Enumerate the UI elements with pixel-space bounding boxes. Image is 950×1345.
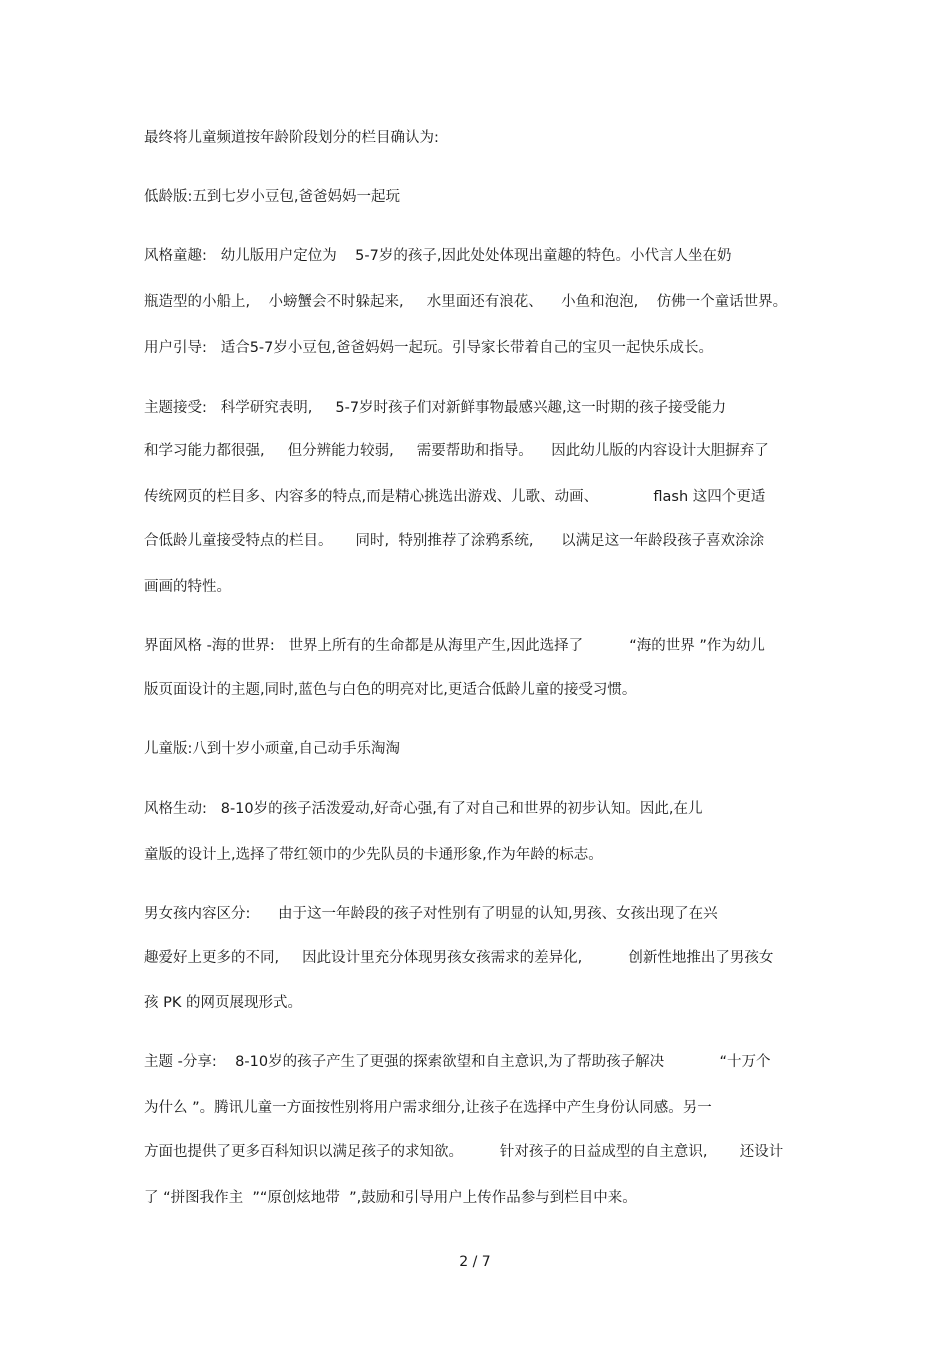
text-line: 孩 PK 的网页展现形式。 — [144, 995, 302, 1011]
text-line: 和学习能力都很强, 但分辨能力较弱, 需要帮助和指导。 因此幼儿版的内容设计大胆摒弃了 — [144, 443, 769, 459]
text-line: 方面也提供了更多百科知识以满足孩子的求知欲。 针对孩子的日益成型的自主意识, 还设计 — [144, 1144, 784, 1160]
section-heading-child: 儿童版:八到十岁小顽童,自己动手乐淘淘 — [144, 741, 400, 757]
text-line: 主题接受: 科学研究表明, 5-7岁时孩子们对新鲜事物最感兴趣,这一时期的孩子接受能力 — [144, 400, 727, 416]
text-line: 界面风格 -海的世界: 世界上所有的生命都是从海里产生,因此选择了 “海的世界 ”作为幼儿 — [144, 638, 765, 654]
text-line: 用户引导: 适合5-7岁小豆包,爸爸妈妈一起玩。引导家长带着自己的宝贝一起快乐成长。 — [144, 340, 714, 356]
text-line: 主题 -分享: 8-10岁的孩子产生了更强的探索欲望和自主意识,为了帮助孩子解决 “十万个 — [144, 1054, 771, 1070]
text-line: 合低龄儿童接受特点的栏目。 同时, 特别推荐了涂鸦系统, 以满足这一年龄段孩子喜欢涂涂 — [144, 533, 765, 549]
text-line: 童版的设计上,选择了带红领巾的少先队员的卡通形象,作为年龄的标志。 — [144, 847, 603, 863]
text-line: 最终将儿童频道按年龄阶段划分的栏目确认为: — [144, 130, 439, 146]
text-line: 趣爱好上更多的不同, 因此设计里充分体现男孩女孩需求的差异化, 创新性地推出了男孩女 — [144, 950, 774, 966]
text-line: 男女孩内容区分: 由于这一年龄段的孩子对性别有了明显的认知,男孩、女孩出现了在兴 — [144, 906, 718, 922]
text-line: 风格童趣: 幼儿版用户定位为 5-7岁的孩子,因此处处体现出童趣的特色。小代言人坐在奶 — [144, 248, 732, 264]
text-line: 瓶造型的小船上, 小螃蟹会不时躲起来, 水里面还有浪花、 小鱼和泡泡, 仿佛一个童话世界。 — [144, 294, 788, 310]
text-line: 版页面设计的主题,同时,蓝色与白色的明亮对比,更适合低龄儿童的接受习惯。 — [144, 682, 637, 698]
text-line: 传统网页的栏目多、内容多的特点,而是精心挑选出游戏、儿歌、动画、 flash 这四个更适 — [144, 489, 766, 505]
text-line: 画画的特性。 — [144, 579, 231, 595]
text-line: 了 “拼图我作主 ”“原创炫地带 ”,鼓励和引导用户上传作品参与到栏目中来。 — [144, 1190, 637, 1206]
text-line: 为什么 ”。腾讯儿童一方面按性别将用户需求细分,让孩子在选择中产生身份认同感。另一 — [144, 1100, 712, 1116]
page-number: 2 / 7 — [459, 1254, 491, 1270]
section-heading-low-age: 低龄版:五到七岁小豆包,爸爸妈妈一起玩 — [144, 189, 400, 205]
text-line: 风格生动: 8-10岁的孩子活泼爱动,好奇心强,有了对自己和世界的初步认知。因此,在儿 — [144, 801, 703, 817]
